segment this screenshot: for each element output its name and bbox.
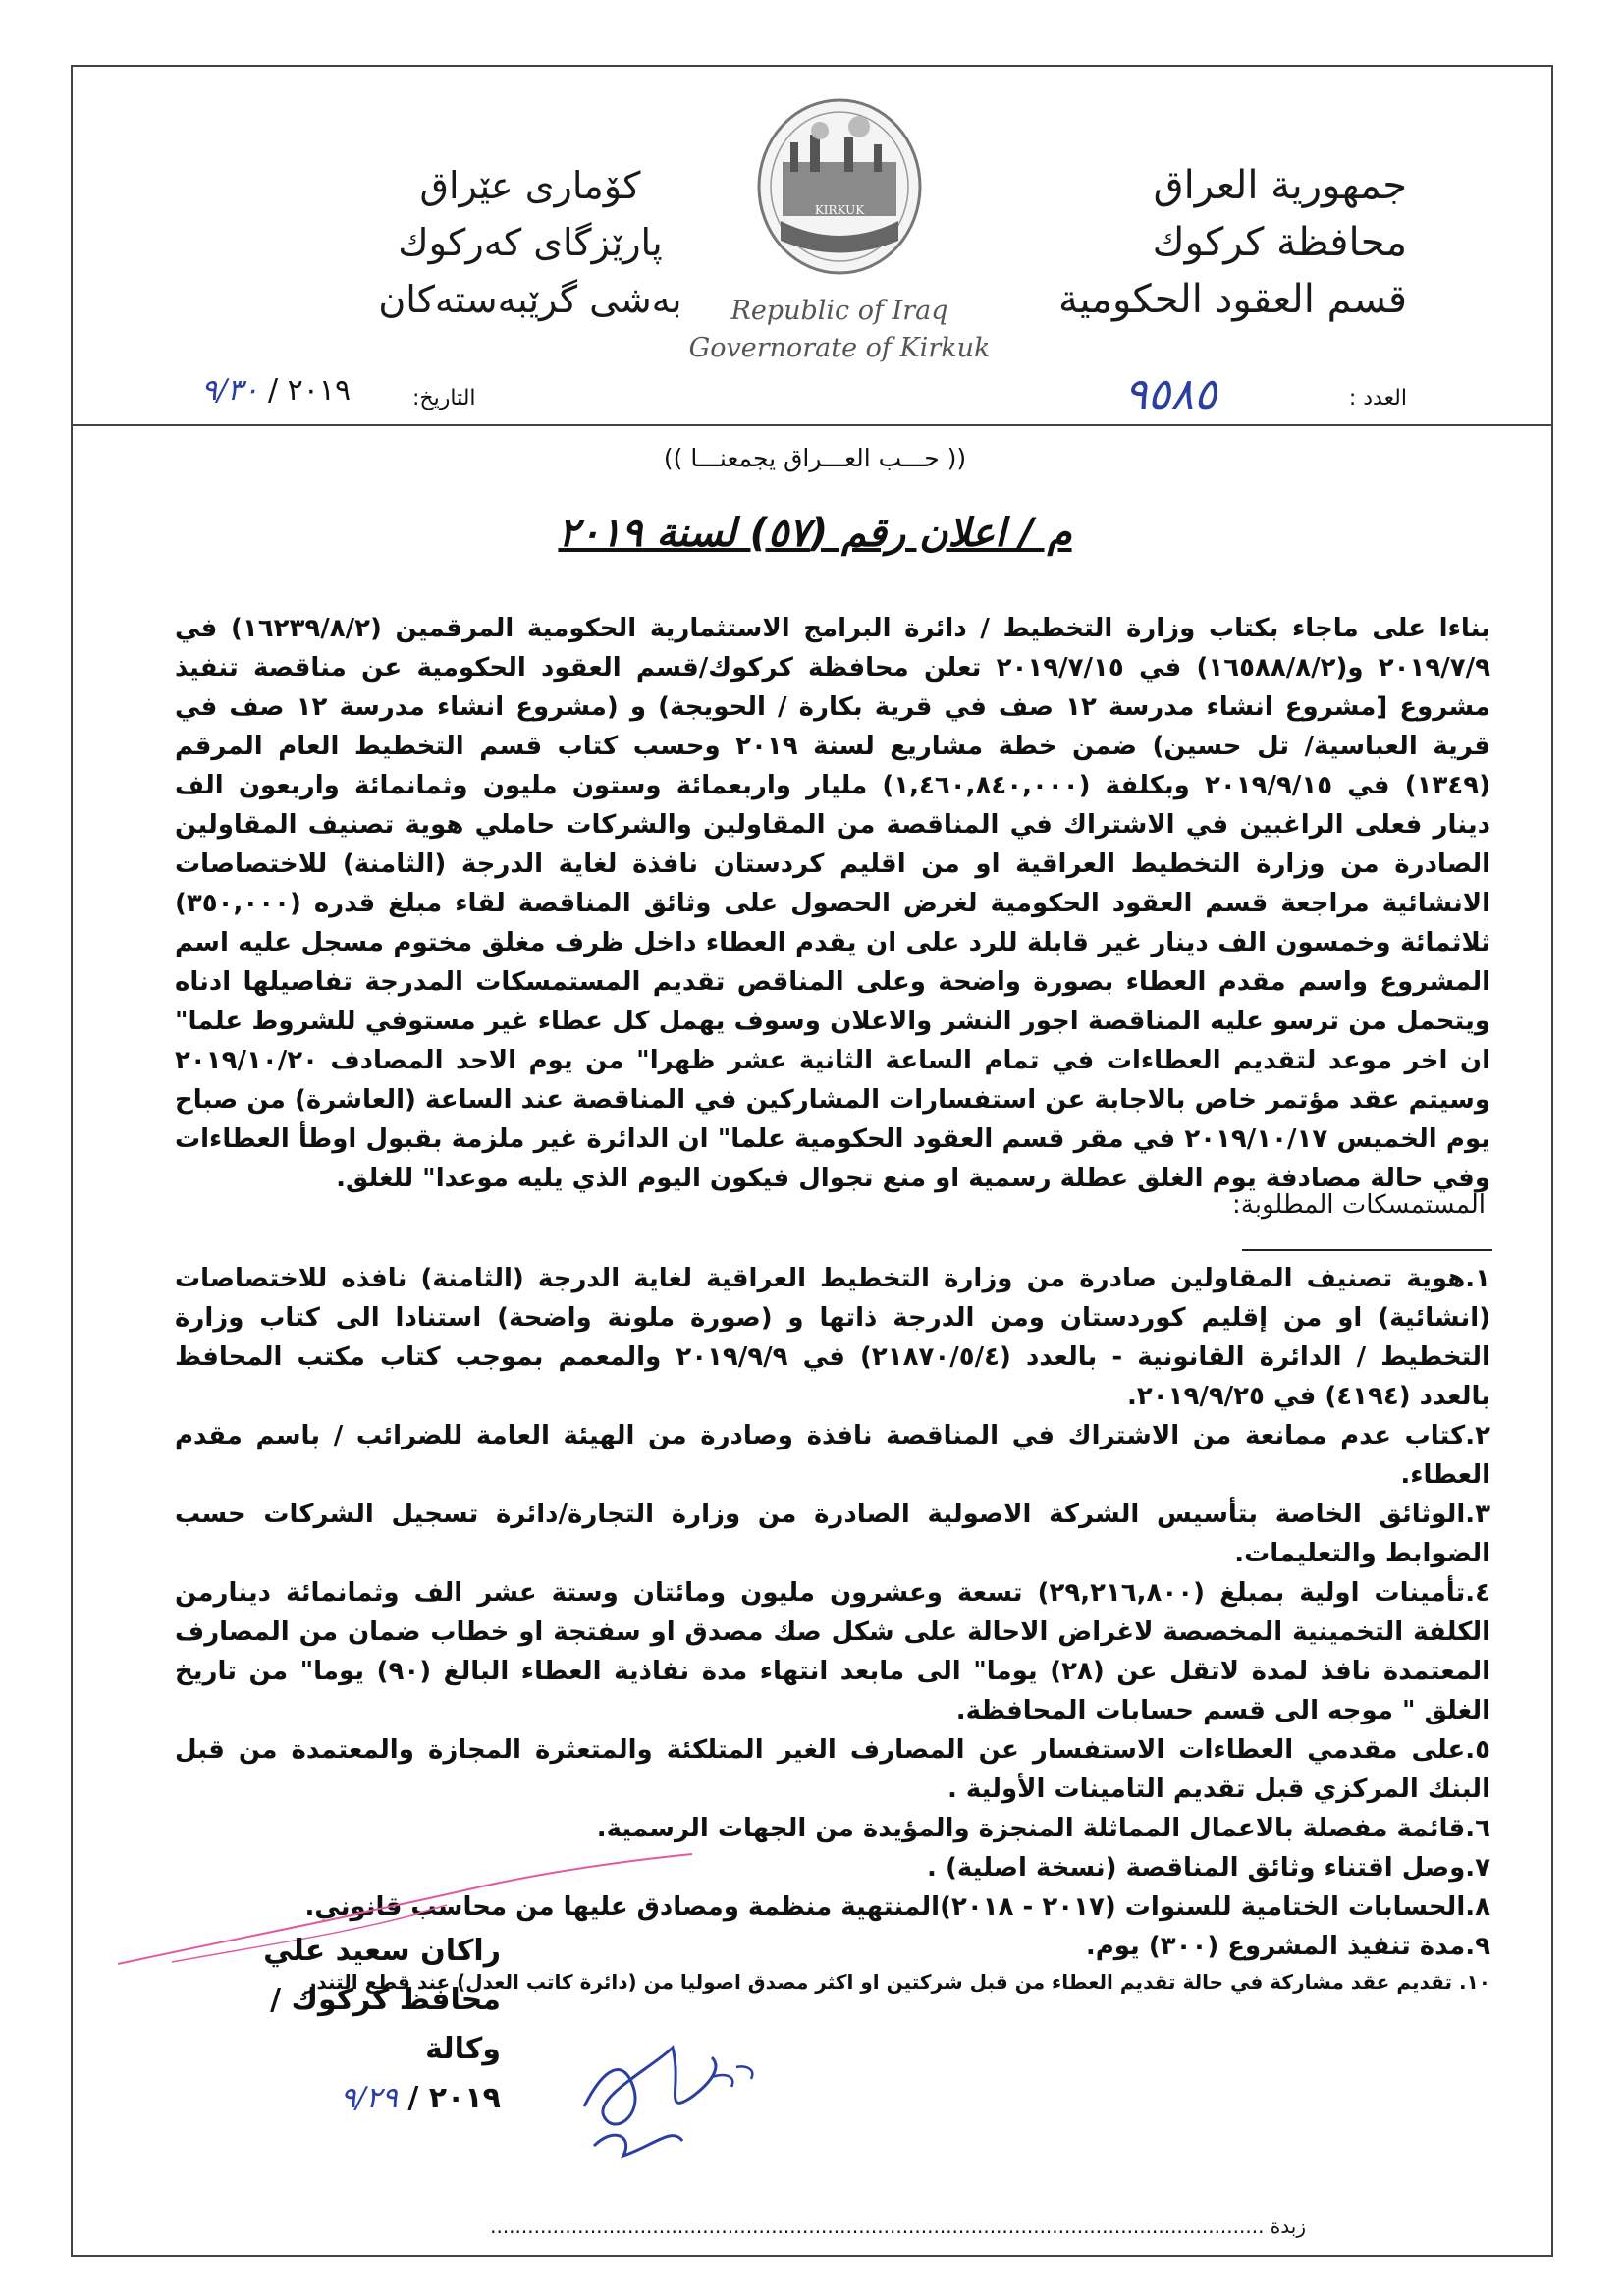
svg-text:KIRKUK: KIRKUK (814, 203, 865, 217)
date-prefix: ٢٠١٩ / (268, 373, 352, 408)
footer-label: زبدة (1270, 2214, 1306, 2238)
signatory-title: محافظ كركوك / وكالة (270, 1983, 501, 2066)
header-kurdish-line: كۆمارى عێراق (419, 164, 641, 207)
handwritten-signature (565, 2028, 781, 2175)
requirement-item: ٨.الحسابات الختامية للسنوات (٢٠١٧ - ٢٠١٨)المنتهية منظمة ومصادق عليها من محاسب قانوني. (304, 1892, 1490, 1922)
announcement-body: بناءا على ماجاء بكتاب وزارة التخطيط / دائرة البرامج الاستثمارية الحكومية المرقمين (١٦٢٣٩/٨/٢) في ٢٠١٩/٧/٩ و(١٦٥٨٨/٨/٢) في ٢٠١٩/٧/١٥ تعلن محافظة كركوك/قسم العقود الحكومية عن مناقصة تنفيذ مشروع [مشروع انشاء مدرسة ١٢ صف في قرية بكارة / الحويجة) و (مشروع انشاء مدرسة ١٢ صف في قرية العباسية/ تل حسين) ضمن خطة مشاريع لسنة ٢٠١٩ وحسب كتاب قسم التخطيط العام المرقم (١٣٤٩) في ٢٠١٩/٩/١٥ وبكلفة (١,٤٦٠,٨٤٠,٠٠٠) مليار واربعمائة وستون مليون وثمانمائة واربعون الف دينار فعلى الراغبين في الاشتراك في المناقصة من المقاولين والشركات حاملي هوية تصنيف المقاولين الصادرة من وزارة التخطيط العراقية او من اقليم كردستان نافذة لغاية الدرجة (الثامنة) للاختصاصات الانشائية مراجعة قسم العقود الحكومية لغرض الحصول على وثائق المناقصة لقاء مبلغ قدره (٣٥٠,٠٠٠) ثلاثمائة وخمسون الف دينار غير قابلة للرد على ان يقدم العطاء داخل ظرف مغلق مختوم مسجل عليه اسم المشروع واسم مقدم العطاء بصورة واضحة وعلى المناقص تقديم المستمسكات المدرجة تفاصيلها ادناه ويتحمل من ترسو عليه المناقصة اجور النشر والاعلان وسوف يهمل كل عطاء غير مستوفي للشروط علما" ان اخر موعد لتقديم العطاءات في تمام الساعة الثانية عشر ظهرا" من يوم الاحد المصادف ٢٠١٩/١٠/٢٠ وسيتم عقد مؤتمر خاص بالاجابة عن استفسارات المشاركين في المناقصة عند الساعة (العاشرة) من صباح يوم الخميس ٢٠١٩/١٠/١٧ في مقر قسم العقود الحكومية علما" ان الدائرة غير ملزمة بقبول اوطأ العطاءات وفي حالة مصادفة يوم الغلق عطلة رسمية او منع تجوال فيكون اليوم الذي يليه موعدا" للغلق. (175, 614, 1491, 1193)
header-arabic-line: محافظة كركوك (1152, 220, 1407, 265)
date-label: التاريخ: (412, 386, 476, 410)
signature-date-handwritten: ٩/٢٩ (340, 2081, 398, 2115)
kirkuk-seal-logo (751, 93, 928, 280)
header-kurdish-line: بەشى گرێبەستەكان (378, 278, 682, 321)
seal-caption-line: Governorate of Kirkuk (688, 333, 991, 363)
signature-date (187, 2074, 501, 2123)
requirement-item: ٩.مدة تنفيذ المشروع (٣٠٠) يوم. (1085, 1932, 1490, 1961)
requirement-item: ٤.تأمينات اولية بمبلغ (٢٩,٢١٦,٨٠٠) تسعة وعشرون مليون ومائتان وستة عشر الف وثمانمائة دينارمن الكلفة التخمينية المخصصة لاغراض الاحالة على شكل صك مصدق او سفتجة او خطاب ضمان من المصارف المعتمدة نافذ لمدة لاتقل عن (٢٨) يوما" الى مابعد انتهاء مدة نفاذية العطاء البالغ (٩٠) يوما" من تاريخ الغلق " موجه الى قسم حسابات المحافظة. (175, 1578, 1491, 1725)
header-kurdish (324, 157, 736, 328)
requirement-item: ٦.قائمة مفصلة بالاعمال المماثلة المنجزة والمؤيدة من الجهات الرسمية. (596, 1814, 1490, 1843)
requirement-item: ٣.الوثائق الخاصة بتأسيس الشركة الاصولية الصادرة من وزارة التجارة/دائرة تسجيل الشركات حسب الضوابط والتعليمات. (175, 1500, 1490, 1568)
signature-block (187, 1927, 501, 2123)
requirement-item: ٥.على مقدمي العطاءات الاستفسار عن المصارف الغير المتلكئة والمتعثرة المجازة والمعتمدة من قبل البنك المركزي قبل تقديم التامينات الأولية . (175, 1735, 1490, 1804)
signatory-name: راكان سعيد علي (263, 1934, 501, 1968)
requirements-underline (1242, 1249, 1492, 1251)
number-label: العدد : (1348, 386, 1407, 410)
seal-caption (677, 293, 1001, 367)
date-handwritten: ٩/٣٠ (201, 373, 259, 408)
seal-caption-line: Republic of Iraq (730, 296, 948, 326)
footer-dots: ............................................................................................................................ (490, 2214, 1265, 2238)
footer-summary-line (324, 2214, 1306, 2238)
number-value: ٩٥٨٥ (1124, 369, 1217, 419)
date-value (201, 373, 351, 408)
requirement-item: ٧.وصل اقتناء وثائق المناقصة (نسخة اصلية) . (927, 1853, 1490, 1883)
requirements-title: المستمسكات المطلوبة: (1232, 1190, 1486, 1220)
header-divider (71, 424, 1553, 426)
header-arabic-line: جمهورية العراق (1153, 163, 1407, 208)
requirement-item: ١٠. تقديم عقد مشاركة في حالة تقديم العطاء من قبل شركتين او اكثر مصدق اصوليا من (دائرة كاتب العدل) عند قطع التندر (304, 1970, 1490, 1994)
requirement-item: ١.هوية تصنيف المقاولين صادرة من وزارة التخطيط العراقية لغاية الدرجة (الثامنة) نافذه للاختصاصات (انشائية) او من إقليم كوردستان ومن الدرجة ذاتها و (صورة ملونة واضحة) استنادا الى كتاب وزارة التخطيط / الدائرة القانونية - بالعدد (٢١٨٧٠/٥/٤) في ٢٠١٩/٩/٩ والمعمم بموجب كتاب مكتب المحافظ بالعدد (٤١٩٤) في ٢٠١٩/٩/٢٥. (175, 1264, 1490, 1411)
announcement-title: م / اعلان رقم (٥٧) لسنة ٢٠١٩ (558, 511, 1072, 556)
requirement-item: ٢.كتاب عدم ممانعة من الاشتراك في المناقصة نافذة وصادرة من الهيئة العامة للضرائب / باسم مقدم العطاء. (175, 1421, 1490, 1490)
signature-date-prefix: ٢٠١٩ / (407, 2081, 501, 2115)
header-arabic-line: قسم العقود الحكومية (1058, 277, 1407, 322)
header-arabic (995, 157, 1407, 328)
header-kurdish-line: پارێزگاى كەركوك (398, 221, 663, 264)
motto: (( حـــب العـــراق يجمعنـــا )) (663, 444, 967, 472)
